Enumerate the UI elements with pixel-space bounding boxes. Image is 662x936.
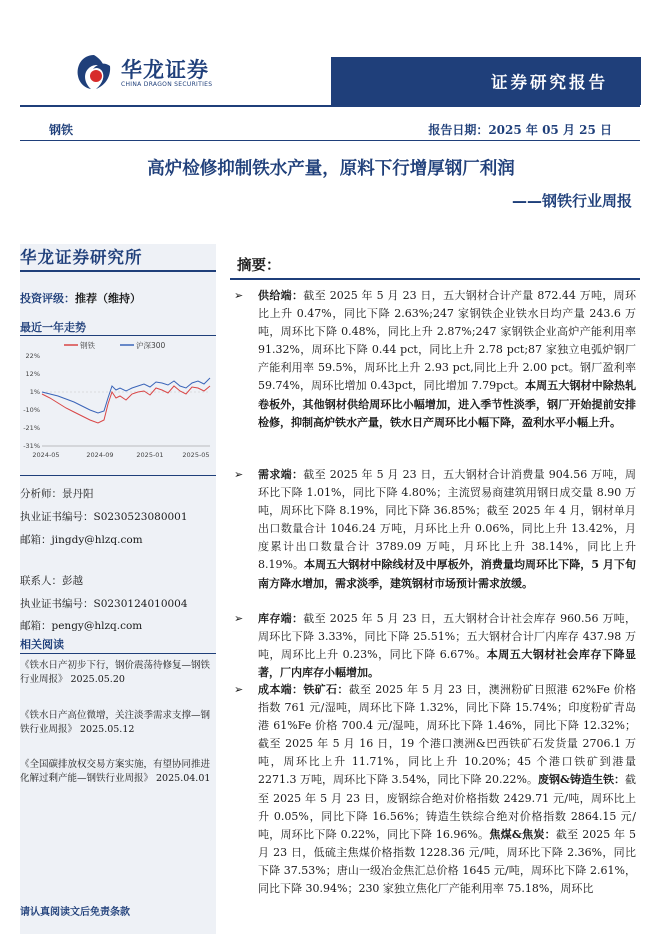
legend-hs300: 沪深300 — [136, 341, 166, 350]
y-tick: -21% — [23, 424, 40, 432]
related-item[interactable] — [20, 709, 216, 736]
analyst-email[interactable]: 邮箱：jingdy@hlzq.com — [20, 534, 143, 546]
report-subtitle: ——钢铁行业周报 — [511, 192, 632, 210]
summary-divider — [230, 278, 640, 280]
x-axis-ticks — [32, 451, 209, 459]
legend-steel: 钢铁 — [80, 341, 95, 350]
rating-value: 推荐（维持） — [75, 292, 141, 305]
bullet-arrow-icon: ➢ — [234, 468, 244, 481]
ore-label: 铁矿石： — [303, 683, 349, 696]
legend — [64, 340, 166, 350]
x-tick: 2025-05 — [182, 451, 210, 459]
industry-label: 钢铁 — [49, 123, 74, 137]
cost-paragraph — [234, 681, 636, 898]
y-tick: 12% — [25, 370, 40, 378]
one-year-trend-chart — [20, 336, 216, 468]
y-axis-ticks — [23, 352, 40, 450]
scrap-text: 截至 2025 年 5 月 23 日，废钢综合绝对价格指数 2429.71 元/吨，周环比上升 0.05%，同比下降 16.56%；铸造生铁综合绝对价格指数 2864.15 元/吨，周环比下降 0.22%，同比下降 16.96%。 — [258, 773, 636, 841]
demand-label: 需求端： — [258, 468, 304, 481]
cost-label: 成本端： — [258, 683, 304, 696]
supply-text: 截至 2025 年 5 月 23 日，五大钢材合计产量 872.44 万吨，周环比上升 0.47%，同比下降 2.63%;247 家钢铁企业铁水日均产量 243.6 万吨，周环比下降 0.48%，同比上升 2.87%;247 家钢铁企业高炉产能利用率 91.32%，周环比下降 0.44 pct，同比上升 2.78 pct;87 家独立电弧炉钢厂产能利用率 59.5%，周环比上升 2.93 pct,同比上升 2.00 pct。钢厂盈利率 59.74%，周环比增加 0.43pct，同比增加 7.79pct。 — [258, 289, 637, 393]
y-tick: -31% — [23, 442, 40, 450]
demand-text: 截至 2025 年 5 月 23 日，五大钢材合计消费量 904.56 万吨，周环比下降 1.01%，同比下降 4.80%；主流贸易商建筑用钢日成交量 8.90 万吨，周环比下降 8.19%，同比下降 36.85%；截至 2025 年 4 月，钢材单月出口数量合计 1046.24 万吨，月环比上升 0.06%，同比上升 13.42%，月度累计出口数量合计 3789.09 万吨，月环比上升 38.14%，同比上升 8.19%。 — [258, 468, 637, 572]
related-item[interactable] — [20, 659, 216, 686]
contact-cert: 执业证书编号：S0230124010004 — [20, 598, 188, 610]
header-divider — [20, 105, 640, 107]
contact-email[interactable]: 邮箱：pengy@hlzq.com — [20, 620, 143, 632]
bullet-arrow-icon: ➢ — [234, 683, 244, 696]
sidebar-divider — [20, 270, 216, 272]
report-date: 报告日期：2025 年 05 月 25 日 — [428, 123, 612, 137]
inventory-paragraph — [234, 610, 636, 682]
coke-label: 焦煤&焦炭： — [489, 827, 556, 841]
series-hs300-line — [42, 378, 210, 413]
supply-paragraph — [234, 287, 636, 432]
trend-title: 最近一年走势 — [20, 321, 86, 334]
bullet-arrow-icon: ➢ — [234, 612, 244, 625]
report-type-banner: 证券研究报告 — [331, 57, 641, 105]
scrap-label: 废钢&铸造生铁： — [538, 773, 625, 787]
chart-divider — [20, 475, 216, 476]
inventory-label: 库存端： — [258, 612, 304, 625]
report-title: 高炉检修抑制铁水产量，原料下行增厚钢厂利润 — [147, 159, 515, 179]
ore-text: 截至 2025 年 5 月 23 日，澳洲粉矿日照港 62%Fe 价格指数 761 元/湿吨，周环比下降 1.32%，同比下降 15.74%；印度粉矿青岛港 61%Fe 价格 700.4 元/湿吨，周环比下降 1.46%，同比下降 12.32%；截至 2025 年 5 月 16 日，19 个港口澳洲&巴西铁矿石发货量 2706.1 万吨，周环比上升 11.71%，同比上升 10.20%；45 个港口铁矿到港量 2271.3 万吨，周环比下降 3.54%，同比下降 20.22%。 — [258, 683, 637, 787]
demand-paragraph — [234, 466, 636, 593]
brand-name-en: CHINA DRAGON SECURITIES — [121, 81, 213, 88]
contact-name: 联系人：彭越 — [20, 575, 83, 587]
inventory-conclusion: 本周五大钢材社会库存下降显著，厂内库存小幅增加。 — [258, 648, 637, 680]
related-item-date: 2025.04.01 — [156, 772, 211, 784]
related-item-date: 2025.05.20 — [70, 673, 125, 685]
related-reading-title: 相关阅读 — [20, 638, 64, 651]
x-tick: 2025-01 — [136, 451, 164, 459]
dragon-logo-icon — [74, 52, 114, 92]
bullet-arrow-icon: ➢ — [234, 289, 244, 302]
inventory-text: 截至 2025 年 5 月 23 日，五大钢材合计社会库存 960.56 万吨，周环比下降 3.33%，同比下降 25.51%；五大钢材合计厂内库存 437.98 万吨，周环比上升 0.23%，同比下降 6.67%。 — [258, 612, 637, 662]
demand-conclusion: 本周五大钢材中除线材及中厚板外，消费量均周环比下降，5 月下旬南方降水增加，需求淡季，建筑钢材市场预计需求放缓。 — [258, 558, 636, 590]
institute-name: 华龙证券研究所 — [20, 248, 143, 267]
x-tick: 2024-09 — [86, 451, 114, 459]
related-divider — [20, 653, 216, 654]
supply-conclusion: 本周五大钢材中除热轧卷板外，其他钢材供给周环比小幅增加，进入季节性淡季，钢厂开始提前安排检修，抑制高炉铁水产量，铁水日产周环比小幅下降，盈利水平小幅上升。 — [258, 379, 636, 429]
y-tick: 22% — [25, 352, 40, 360]
related-item-title: 《铁水日产初步下行，钢价震荡待修复—钢铁行业周报》 — [20, 660, 211, 685]
supply-label: 供给端： — [258, 289, 304, 302]
analyst-cert: 执业证书编号：S0230523080001 — [20, 511, 188, 523]
brand-name: 华龙证券 — [121, 58, 209, 82]
related-item-title: 《全国碳排放权交易方案实施，有望协同推进化解过剩产能—钢铁行业周报》 — [20, 759, 211, 784]
date-divider — [20, 140, 640, 141]
investment-rating — [20, 290, 141, 306]
related-item-date: 2025.05.12 — [80, 723, 135, 735]
y-tick: -10% — [23, 406, 40, 414]
analyst-name: 分析师：景丹阳 — [20, 488, 94, 500]
rating-label: 投资评级： — [20, 292, 75, 305]
related-item-title: 《铁水日产高位微增，关注淡季需求支撑—钢铁行业周报》 — [20, 710, 211, 735]
coke-text: 截至 2025 年 5 月 23 日，低硫主焦煤价格指数 1228.36 元/吨，周环比下降 2.36%，同比下降 37.53%；唐山一级冶金焦汇总价格 1645 元/吨，周环比下降 2.61%，同比下降 30.94%；230 家独立焦化厂产能利用率 75.18%，周环比 — [258, 827, 636, 896]
x-tick: 2024-05 — [32, 451, 60, 459]
summary-title: 摘要： — [237, 257, 281, 274]
y-tick: 1% — [29, 388, 40, 396]
related-item[interactable] — [20, 758, 216, 785]
disclaimer: 请认真阅读文后免责条款 — [20, 907, 130, 918]
